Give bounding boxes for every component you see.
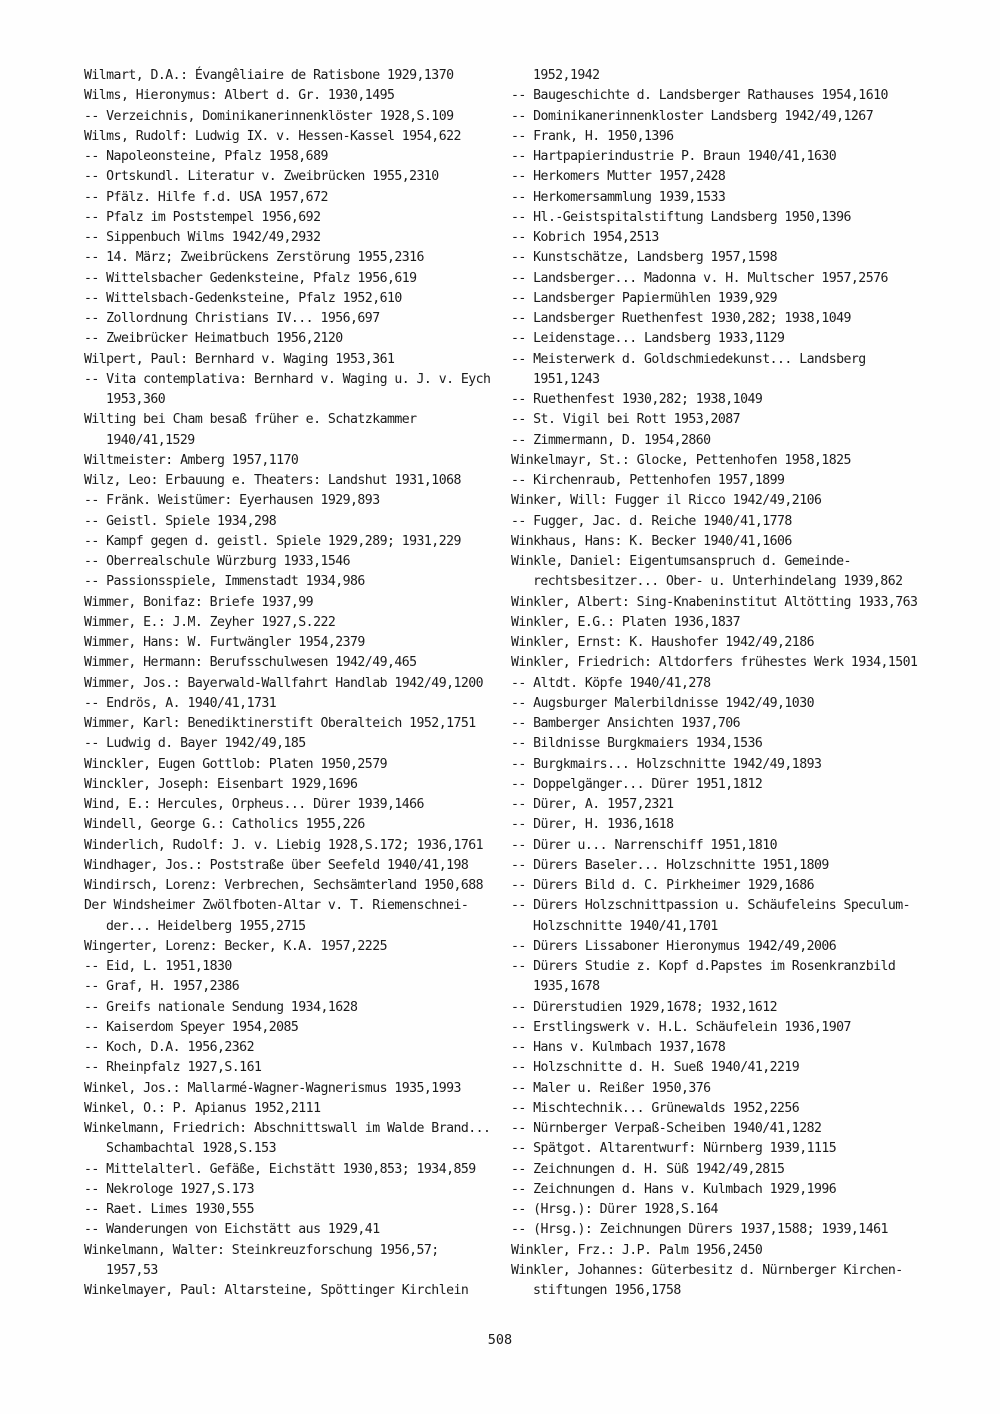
index-entry: -- Bamberger Ansichten 1937,706	[511, 716, 741, 731]
index-entry: -- Nekrologe 1927,S.173	[84, 1181, 254, 1197]
index-entry: -- Frank, H. 1950,1396	[511, 128, 674, 144]
index-entry: Wimmer, Bonifaz: Briefe 1937,99	[84, 594, 314, 610]
index-entry: -- Fränk. Weistümer: Eyerhausen 1929,893	[84, 493, 380, 509]
index-entry: -- Kampf gegen d. geistl. Spiele 1929,289; 1931,229	[84, 533, 461, 549]
index-entry: -- Hartpapierindustrie P. Braun 1940/41,1630	[511, 149, 837, 164]
index-entry: -- Kirchenraub, Pettenhofen 1957,1899	[511, 473, 785, 488]
index-entry: -- Mischtechnik... Grünewalds 1952,2256	[511, 1100, 800, 1116]
index-entry: Winkler, Ernst: K. Haushofer 1942/49,2186	[511, 635, 814, 650]
index-entry: Windell, George G.: Catholics 1955,226	[84, 817, 365, 833]
index-entry: Winkler, Johannes: Güterbesitz d. Nürnberger Kirchen-	[511, 1262, 903, 1278]
index-entry: -- Landsberger... Madonna v. H. Multscher 1957,2576	[511, 270, 888, 286]
index-entry: Wimmer, Hermann: Berufsschulwesen 1942/49,465	[84, 655, 417, 671]
index-entry: -- Doppelgänger... Dürer 1951,1812	[511, 776, 763, 792]
index-entry: Winkelmayer, Paul: Altarsteine, Spöttinger Kirchlein	[84, 1283, 469, 1298]
index-entry-continuation: 1935,1678	[533, 979, 600, 995]
index-entry: -- Kaiserdom Speyer 1954,2085	[84, 1019, 299, 1035]
index-entry: Winkelmann, Walter: Steinkreuzforschung 1956,57;	[84, 1242, 439, 1258]
index-entry: -- Kunstschätze, Landsberg 1957,1598	[511, 250, 778, 266]
index-entry: -- Wittelsbacher Gedenksteine, Pfalz 1956,619	[84, 270, 417, 286]
index-entry: -- Baugeschichte d. Landsberger Rathauses 1954,1610	[511, 88, 888, 104]
index-entry: Wind, E.: Hercules, Orpheus... Dürer 1939,1466	[84, 797, 424, 812]
index-entry-continuation: stiftungen 1956,1758	[533, 1283, 681, 1298]
index-entry: Windhager, Jos.: Poststraße über Seefeld 1940/41,198	[84, 857, 469, 873]
index-entry: Wimmer, Karl: Benediktinerstift Oberalteich 1952,1751	[84, 716, 476, 731]
index-entry: Windirsch, Lorenz: Verbrechen, Sechsämterland 1950,688	[84, 878, 484, 893]
index-entry: -- Landsberger Papiermühlen 1939,929	[511, 290, 778, 306]
index-entry: -- Pfälz. Hilfe f.d. USA 1957,672	[84, 189, 328, 205]
index-entry: Der Windsheimer Zwölfboten-Altar v. T. Riemenschnei-	[84, 898, 469, 914]
index-entry: -- Burgkmairs... Holzschnitte 1942/49,1893	[511, 756, 822, 772]
index-entry: -- Dürers Bild d. C. Pirkheimer 1929,1686	[511, 878, 814, 893]
index-entry: -- Zeichnungen d. H. Süß 1942/49,2815	[511, 1161, 785, 1177]
index-entry: -- Mittelalterl. Gefäße, Eichstätt 1930,853; 1934,859	[84, 1161, 476, 1177]
index-entry: -- Holzschnitte d. H. Sueß 1940/41,2219	[511, 1060, 800, 1076]
index-entry: -- Dürers Studie z. Kopf d.Papstes im Rosenkranzbild	[511, 959, 896, 974]
index-entry: -- Dürers Lissaboner Hieronymus 1942/49,2006	[511, 938, 837, 954]
index-entry: -- Leidenstage... Landsberg 1933,1129	[511, 331, 785, 347]
index-entry: Wilpert, Paul: Bernhard v. Waging 1953,361	[84, 351, 395, 367]
index-entry: -- (Hrsg.): Zeichnungen Dürers 1937,1588; 1939,1461	[511, 1222, 888, 1238]
index-entry: -- Landsberger Ruethenfest 1930,282; 1938,1049	[511, 311, 851, 326]
index-entry: -- Hans v. Kulmbach 1937,1678	[511, 1040, 726, 1055]
index-entry: -- St. Vigil bei Rott 1953,2087	[511, 412, 741, 428]
index-entry: Wimmer, Hans: W. Furtwängler 1954,2379	[84, 635, 365, 650]
index-entry-continuation: 1953,360	[106, 392, 166, 407]
index-entry-continuation: 1951,1243	[533, 371, 600, 387]
index-entry: -- Herkomers Mutter 1957,2428	[511, 169, 726, 185]
index-entry-continuation: der... Heidelberg 1955,2715	[106, 918, 306, 934]
index-entry: Wimmer, Jos.: Bayerwald-Wallfahrt Handlab 1942/49,1200	[84, 675, 484, 691]
index-entry: -- Dürer, H. 1936,1618	[511, 817, 674, 833]
index-entry: -- Ruethenfest 1930,282; 1938,1049	[511, 392, 763, 407]
index-entry: -- Geistl. Spiele 1934,298	[84, 513, 277, 529]
index-entry: -- (Hrsg.): Dürer 1928,S.164	[511, 1202, 718, 1217]
index-entry: -- Dürers Holzschnittpassion u. Schäufeleins Speculum-	[511, 898, 911, 914]
index-entry: Winderlich, Rudolf: J. v. Liebig 1928,S.172; 1936,1761	[84, 837, 484, 853]
index-entry: -- Dürer, A. 1957,2321	[511, 797, 674, 812]
index-entry: Winkler, Friedrich: Altdorfers frühestes Werk 1934,1501	[511, 655, 918, 671]
index-entry: -- Meisterwerk d. Goldschmiedekunst... Landsberg	[511, 351, 866, 367]
index-entry: Wilms, Rudolf: Ludwig IX. v. Hessen-Kassel 1954,622	[84, 128, 461, 144]
index-entry: -- Verzeichnis, Dominikanerinnenklöster 1928,S.109	[84, 108, 454, 124]
index-entry: Winkle, Daniel: Eigentumsanspruch d. Gemeinde-	[511, 554, 851, 569]
index-entry-continuation: 1957,53	[106, 1262, 158, 1278]
index-entry: -- 14. März; Zweibrückens Zerstörung 1955,2316	[84, 250, 424, 266]
index-entry: -- Oberrealschule Würzburg 1933,1546	[84, 554, 351, 569]
index-entry: Winckler, Joseph: Eisenbart 1929,1696	[84, 776, 358, 792]
index-entry: -- Pfalz im Poststempel 1956,692	[84, 209, 321, 225]
index-entry: -- Wanderungen von Eichstätt aus 1929,41	[84, 1222, 380, 1238]
index-entry: -- Rheinpfalz 1927,S.161	[84, 1060, 262, 1076]
index-entry: -- Sippenbuch Wilms 1942/49,2932	[84, 230, 321, 245]
left-column	[84, 66, 504, 1301]
index-entry: -- Eid, L. 1951,1830	[84, 959, 232, 974]
index-entry: Wilms, Hieronymus: Albert d. Gr. 1930,1495	[84, 88, 395, 104]
index-entry: Winkelmann, Friedrich: Abschnittswall im Walde Brand...	[84, 1121, 491, 1136]
index-entry: -- Bildnisse Burgkmaiers 1934,1536	[511, 736, 763, 752]
index-entry: -- Hl.-Geistspitalstiftung Landsberg 1950,1396	[511, 209, 851, 225]
index-entry: -- Dominikanerinnenkloster Landsberg 1942/49,1267	[511, 108, 874, 124]
right-column	[511, 66, 951, 1301]
index-entry: -- Kobrich 1954,2513	[511, 230, 659, 245]
index-entry: -- Passionsspiele, Immenstadt 1934,986	[84, 574, 365, 590]
index-entry: -- Dürerstudien 1929,1678; 1932,1612	[511, 999, 778, 1015]
index-entry: Winckler, Eugen Gottlob: Platen 1950,2579	[84, 756, 387, 772]
index-entry: -- Greifs nationale Sendung 1934,1628	[84, 999, 358, 1015]
index-entry: -- Nürnberger Verpaß-Scheiben 1940/41,1282	[511, 1121, 822, 1136]
index-entry: -- Augsburger Malerbildnisse 1942/49,1030	[511, 695, 814, 711]
index-entry: Wiltmeister: Amberg 1957,1170	[84, 452, 299, 468]
index-entry: -- Erstlingswerk v. H.L. Schäufelein 1936,1907	[511, 1019, 851, 1035]
index-entry: -- Zimmermann, D. 1954,2860	[511, 432, 711, 448]
index-entry: Winkel, O.: P. Apianus 1952,2111	[84, 1100, 321, 1116]
index-entry: Wimmer, E.: J.M. Zeyher 1927,S.222	[84, 614, 336, 630]
index-entry: -- Altdt. Köpfe 1940/41,278	[511, 675, 711, 691]
index-entry: -- Herkomersammlung 1939,1533	[511, 189, 726, 205]
index-entry: -- Endrös, A. 1940/41,1731	[84, 695, 277, 711]
index-entry-continuation: rechtsbesitzer... Ober- u. Unterhindelang 1939,862	[533, 574, 903, 590]
index-entry: -- Spätgot. Altarentwurf: Nürnberg 1939,1115	[511, 1141, 837, 1157]
index-entry: Wingerter, Lorenz: Becker, K.A. 1957,2225	[84, 938, 387, 954]
index-entry-continuation: 1952,1942	[533, 68, 600, 83]
page-number: 508	[487, 1332, 513, 1348]
index-entry: -- Zeichnungen d. Hans v. Kulmbach 1929,1996	[511, 1181, 837, 1197]
index-entry: Winkel, Jos.: Mallarmé-Wagner-Wagnerismus 1935,1993	[84, 1080, 461, 1096]
index-entry: Winker, Will: Fugger il Ricco 1942/49,2106	[511, 493, 822, 509]
index-entry: -- Napoleonsteine, Pfalz 1958,689	[84, 149, 328, 164]
index-entry: Winkler, Albert: Sing-Knabeninstitut Altötting 1933,763	[511, 594, 918, 610]
index-entry: -- Maler u. Reißer 1950,376	[511, 1080, 711, 1096]
index-entry-continuation: Holzschnitte 1940/41,1701	[533, 918, 718, 934]
index-entry: -- Graf, H. 1957,2386	[84, 979, 240, 995]
index-entry: -- Fugger, Jac. d. Reiche 1940/41,1778	[511, 513, 792, 529]
index-entry: -- Ortskundl. Literatur v. Zweibrücken 1955,2310	[84, 169, 439, 185]
index-entry: Wilmart, D.A.: Évangêliaire de Ratisbone 1929,1370	[84, 68, 454, 83]
index-entry: Winkelmayr, St.: Glocke, Pettenhofen 1958,1825	[511, 452, 851, 468]
index-entry-continuation: Schambachtal 1928,S.153	[106, 1141, 276, 1157]
index-entry: Winkler, E.G.: Platen 1936,1837	[511, 614, 741, 630]
index-entry: Wilz, Leo: Erbauung e. Theaters: Landshut 1931,1068	[84, 473, 461, 488]
index-entry: Wilting bei Cham besaß früher e. Schatzkammer	[84, 412, 417, 428]
index-entry: Winkler, Frz.: J.P. Palm 1956,2450	[511, 1242, 763, 1258]
index-entry: -- Ludwig d. Bayer 1942/49,185	[84, 736, 306, 752]
index-entry: -- Zweibrücker Heimatbuch 1956,2120	[84, 331, 343, 347]
index-entry: -- Vita contemplativa: Bernhard v. Waging u. J. v. Eych	[84, 371, 491, 387]
index-entry: Winkhaus, Hans: K. Becker 1940/41,1606	[511, 533, 792, 549]
index-entry: -- Zollordnung Christians IV... 1956,697	[84, 311, 380, 326]
index-entry-continuation: 1940/41,1529	[106, 432, 195, 448]
index-entry: -- Wittelsbach-Gedenksteine, Pfalz 1952,610	[84, 290, 402, 306]
index-entry: -- Koch, D.A. 1956,2362	[84, 1040, 254, 1055]
index-entry: -- Dürer u... Narrenschiff 1951,1810	[511, 837, 778, 853]
index-entry: -- Dürers Baseler... Holzschnitte 1951,1809	[511, 857, 829, 873]
index-entry: -- Raet. Limes 1930,555	[84, 1202, 254, 1217]
